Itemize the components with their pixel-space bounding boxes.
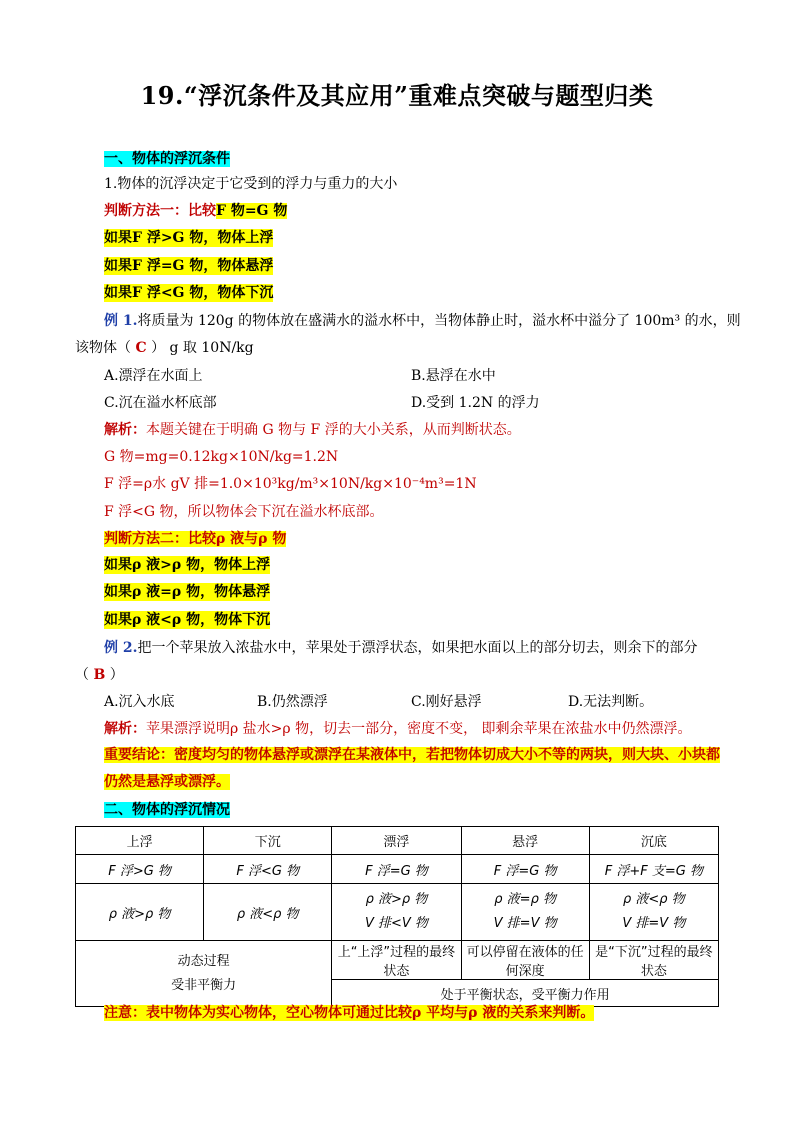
force-bottom: F 浮+F 支=G 物 — [589, 855, 718, 884]
section2-heading-text: 二、物体的浮沉情况 — [104, 802, 230, 818]
section2-heading — [104, 801, 230, 819]
section1-heading — [104, 150, 230, 168]
unbalanced-force: 受非平衡力 — [171, 977, 237, 993]
example2-text: 把一个苹果放入浓盐水中，苹果处于漂浮状态，如果把水面以上的部分切去，则余下的部分 — [137, 640, 698, 656]
example1-answer: C — [135, 340, 147, 356]
method1-compare: F 物=G 物 — [216, 203, 288, 219]
example2-solution-text: 苹果漂浮说明ρ 盐水>ρ 物，切去一部分，密度不变， 即剩余苹果在浓盐水中仍然漂浮。 — [146, 721, 692, 737]
table-force-row — [76, 855, 719, 884]
section1-heading-text: 一、物体的浮沉条件 — [104, 151, 230, 167]
example2-text2b: ） — [109, 667, 124, 683]
example1-option-c: C.沉在溢水杯底部 — [104, 395, 217, 411]
state-bottom: 是“下沉”过程的最终状态 — [589, 941, 718, 980]
example1-solution — [104, 421, 521, 439]
density-rise: ρ 液>ρ 物 — [76, 884, 204, 941]
example1-question — [104, 312, 741, 330]
density-suspend-cell — [461, 884, 589, 941]
key-conclusion-line2 — [104, 773, 230, 791]
example2-option-d: D.无法判断。 — [568, 694, 654, 710]
example2-text2a: （ — [75, 667, 89, 683]
density-float: ρ 液>ρ 物 — [365, 892, 428, 907]
force-suspend: F 浮=G 物 — [461, 855, 589, 884]
state-suspend: 可以停留在液体的任何深度 — [461, 941, 589, 980]
table-state-row — [76, 941, 719, 980]
example1-solution-line2: G 物=mg=0.12kg×10N/kg=1.2N — [104, 449, 339, 465]
method2-line1: 如果ρ 液>ρ 物，物体上浮 — [104, 557, 271, 573]
balanced-state: 处于平衡状态，受平衡力作用 — [332, 980, 719, 1007]
example2-question-line2 — [75, 666, 124, 684]
example2-question — [104, 639, 698, 657]
example1-option-a: A.漂浮在水面上 — [104, 368, 203, 384]
header-float: 漂浮 — [332, 827, 461, 855]
note-label: 注意： — [104, 1005, 146, 1021]
method2-text: 判断方法二：比较ρ 液与ρ 物 — [104, 531, 287, 547]
density-suspend: ρ 液=ρ 物 — [494, 892, 556, 907]
key-conclusion-label: 重要结论： — [104, 747, 174, 763]
key-conclusion-text2: 仍然是悬浮或漂浮。 — [104, 774, 230, 790]
method1-line1: 如果F 浮>G 物，物体上浮 — [104, 230, 274, 246]
key-conclusion-text: 密度均匀的物体悬浮或漂浮在某液体中，若把物体切成大小不等的两块，则大块、小块都 — [174, 747, 720, 763]
method1-label: 判断方法一：比较 — [104, 203, 216, 219]
header-bottom: 沉底 — [589, 827, 718, 855]
example2-option-c: C.刚好悬浮 — [411, 694, 482, 710]
dynamic-process: 动态过程 — [177, 953, 230, 969]
example2-solution-label: 解析： — [104, 721, 146, 737]
header-sink: 下沉 — [204, 827, 332, 855]
method1-line2: 如果F 浮=G 物，物体悬浮 — [104, 258, 274, 274]
example1-label: 例 1. — [104, 313, 138, 329]
example1-option-d: D.受到 1.2N 的浮力 — [411, 395, 540, 411]
method1 — [104, 202, 287, 220]
density-bottom-cell — [589, 884, 718, 941]
page-title: 19.“浮沉条件及其应用”重难点突破与题型归类 — [140, 81, 654, 110]
density-bottom: ρ 液<ρ 物 — [623, 892, 685, 907]
volume-bottom: V 排=V 物 — [622, 916, 686, 931]
example1-solution-text: 本题关键在于明确 G 物与 F 浮的大小关系，从而判断状态。 — [146, 422, 521, 438]
example2-solution — [104, 720, 692, 738]
key-conclusion — [104, 746, 720, 764]
example2-answer: B — [93, 667, 106, 683]
force-rise: F 浮>G 物 — [76, 855, 204, 884]
example1-question-line2 — [75, 339, 254, 357]
example2-label: 例 2. — [104, 640, 138, 656]
density-float-cell — [332, 884, 461, 941]
note-text: 表中物体为实心物体，空心物体可通过比较ρ 平均与ρ 液的关系来判断。 — [146, 1005, 595, 1021]
table-density-row — [76, 884, 719, 941]
float-sink-table — [75, 826, 719, 1007]
example1-solution-label: 解析： — [104, 422, 146, 438]
header-rise: 上浮 — [76, 827, 204, 855]
header-suspend: 悬浮 — [461, 827, 589, 855]
table-note — [104, 1004, 594, 1022]
density-sink: ρ 液<ρ 物 — [204, 884, 332, 941]
example1-text: 将质量为 120g 的物体放在盛满水的溢水杯中，当物体静止时，溢水杯中溢分了 100m³ 的水，则 — [137, 313, 741, 329]
example1-option-b: B.悬浮在水中 — [411, 368, 496, 384]
force-float: F 浮=G 物 — [332, 855, 461, 884]
example2-option-b: B.仍然漂浮 — [257, 694, 328, 710]
example2-option-a: A.沉入水底 — [104, 694, 175, 710]
example1-text2b: ） g 取 10N/kg — [151, 340, 254, 356]
state-float: 上“上浮”过程的最终状态 — [332, 941, 461, 980]
method2-line2: 如果ρ 液=ρ 物，物体悬浮 — [104, 584, 271, 600]
table-header-row — [76, 827, 719, 855]
example1-text2a: 该物体（ — [75, 340, 131, 356]
force-sink: F 浮<G 物 — [204, 855, 332, 884]
point1: 1.物体的沉浮决定于它受到的浮力与重力的大小 — [104, 176, 398, 192]
example1-solution-line4: F 浮<G 物，所以物体会下沉在溢水杯底部。 — [104, 504, 384, 520]
method1-line3: 如果F 浮<G 物，物体下沉 — [104, 285, 274, 301]
method2-line3: 如果ρ 液<ρ 物，物体下沉 — [104, 612, 271, 628]
method2 — [104, 530, 286, 548]
dynamic-cell — [76, 941, 332, 1007]
volume-float: V 排<V 物 — [364, 916, 428, 931]
volume-suspend: V 排=V 物 — [493, 916, 557, 931]
example1-solution-line3: F 浮=ρ水 gV 排=1.0×10³kg/m³×10N/kg×10⁻⁴m³=1N — [104, 476, 477, 492]
